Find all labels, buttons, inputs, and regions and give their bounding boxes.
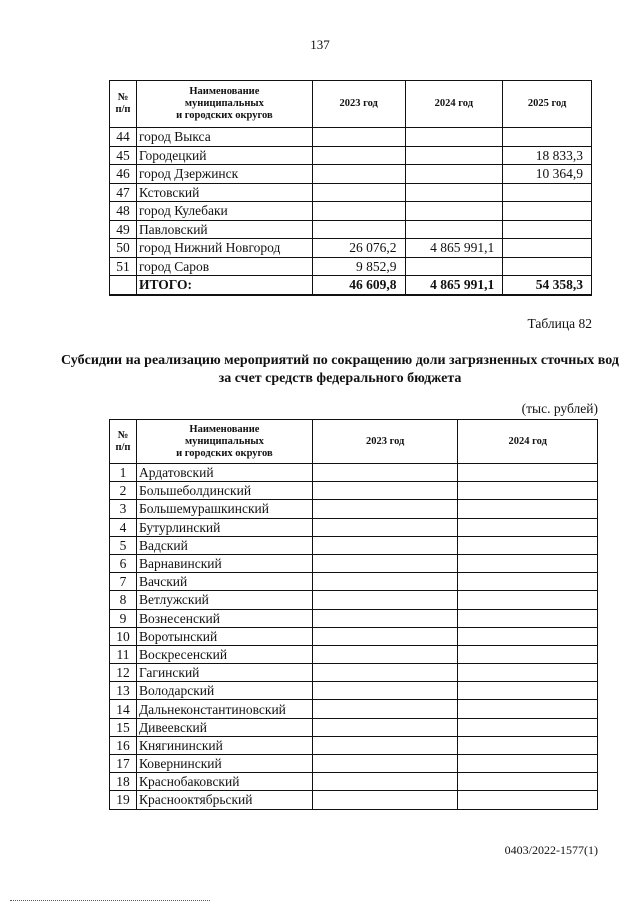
value-2023: 9 852,9 — [312, 257, 405, 276]
total-num-cell — [110, 276, 137, 295]
row-number: 9 — [110, 609, 137, 627]
table-row — [110, 464, 598, 482]
value-2023 — [312, 183, 405, 202]
value-2024 — [458, 718, 598, 736]
value-2024 — [405, 183, 503, 202]
district-name: Ветлужский — [136, 591, 312, 609]
table-row — [110, 791, 598, 809]
row-number: 46 — [110, 165, 137, 184]
value-2023 — [312, 682, 458, 700]
row-number: 15 — [110, 718, 137, 736]
header-2024: 2024 год — [458, 420, 598, 464]
district-name: город Саров — [136, 257, 312, 276]
table-row — [110, 645, 598, 663]
table-row — [110, 500, 598, 518]
district-name: Дальнеконстантиновский — [136, 700, 312, 718]
header-2023: 2023 год — [312, 420, 458, 464]
header-name: Наименование муниципальных и городских округов — [136, 420, 312, 464]
table-row — [110, 202, 592, 221]
table-row — [110, 165, 592, 184]
value-2024 — [458, 664, 598, 682]
value-2024: 4 865 991,1 — [405, 239, 503, 258]
value-2024 — [405, 146, 503, 165]
table-row — [110, 591, 598, 609]
table-row — [110, 220, 592, 239]
district-name: Ковернинский — [136, 755, 312, 773]
value-2023 — [312, 573, 458, 591]
value-2024 — [458, 591, 598, 609]
table-row — [110, 755, 598, 773]
district-name: Воротынский — [136, 627, 312, 645]
header-num: № п/п — [110, 81, 137, 128]
district-name: Володарский — [136, 682, 312, 700]
table-wastewater-subsidies — [109, 419, 598, 810]
row-number: 1 — [110, 464, 137, 482]
table-row — [110, 482, 598, 500]
value-2024 — [405, 165, 503, 184]
value-2024 — [405, 202, 503, 221]
table-subsidies-continued — [109, 80, 592, 296]
value-2023 — [312, 664, 458, 682]
row-number: 14 — [110, 700, 137, 718]
row-number: 16 — [110, 736, 137, 754]
value-2024 — [458, 645, 598, 663]
value-2025 — [503, 202, 592, 221]
value-2023 — [312, 500, 458, 518]
table-row — [110, 736, 598, 754]
table-row — [110, 257, 592, 276]
district-name: Вачский — [136, 573, 312, 591]
value-2024 — [405, 257, 503, 276]
value-2023 — [312, 202, 405, 221]
total-2023: 46 609,8 — [312, 276, 405, 295]
header-2023: 2023 год — [312, 81, 405, 128]
table-title: Субсидии на реализацию мероприятий по сокращению доли загрязненных сточных вод за счет средств федерального бюджета — [61, 353, 619, 386]
value-2023 — [312, 482, 458, 500]
row-number: 2 — [110, 482, 137, 500]
units-label: (тыс. рублей) — [521, 401, 598, 416]
value-2024 — [458, 700, 598, 718]
row-number: 5 — [110, 536, 137, 554]
table-caption: Таблица 82 — [527, 316, 592, 331]
table-row — [110, 609, 598, 627]
row-number: 4 — [110, 518, 137, 536]
district-name: Воскресенский — [136, 645, 312, 663]
district-name: Кстовский — [136, 183, 312, 202]
district-name: Павловский — [136, 220, 312, 239]
value-2024 — [458, 518, 598, 536]
row-number: 8 — [110, 591, 137, 609]
header-2024: 2024 год — [405, 81, 503, 128]
value-2024 — [458, 773, 598, 791]
district-name: Гагинский — [136, 664, 312, 682]
district-name: Княгининский — [136, 736, 312, 754]
value-2023: 26 076,2 — [312, 239, 405, 258]
table-row — [110, 536, 598, 554]
district-name: Дивеевский — [136, 718, 312, 736]
row-number: 49 — [110, 220, 137, 239]
district-name: Варнавинский — [136, 554, 312, 572]
table-row — [110, 627, 598, 645]
total-2025: 54 358,3 — [503, 276, 592, 295]
value-2024 — [458, 627, 598, 645]
value-2024 — [458, 755, 598, 773]
header-num: № п/п — [110, 420, 137, 464]
row-number: 50 — [110, 239, 137, 258]
value-2023 — [312, 536, 458, 554]
row-number: 45 — [110, 146, 137, 165]
district-name: Большемурашкинский — [136, 500, 312, 518]
row-number: 3 — [110, 500, 137, 518]
value-2024 — [458, 682, 598, 700]
district-name: Ардатовский — [136, 464, 312, 482]
value-2024 — [458, 482, 598, 500]
row-number: 12 — [110, 664, 137, 682]
value-2025 — [503, 257, 592, 276]
row-number: 13 — [110, 682, 137, 700]
value-2023 — [312, 773, 458, 791]
district-name: Вознесенский — [136, 609, 312, 627]
row-number: 51 — [110, 257, 137, 276]
district-name: Краснооктябрьский — [136, 791, 312, 809]
total-row — [110, 276, 592, 295]
value-2023 — [312, 220, 405, 239]
value-2023 — [312, 736, 458, 754]
value-2023 — [312, 645, 458, 663]
value-2025: 10 364,9 — [503, 165, 592, 184]
document-code: 0403/2022-1577(1) — [504, 843, 598, 857]
header-name: Наименование муниципальных и городских округов — [136, 81, 312, 128]
table-row — [110, 682, 598, 700]
value-2023 — [312, 755, 458, 773]
district-name: Краснобаковский — [136, 773, 312, 791]
value-2023 — [312, 718, 458, 736]
row-number: 7 — [110, 573, 137, 591]
row-number: 47 — [110, 183, 137, 202]
page-number: 137 — [310, 37, 330, 52]
district-name: город Кулебаки — [136, 202, 312, 221]
district-name: Вадский — [136, 536, 312, 554]
total-label: ИТОГО: — [136, 276, 312, 295]
value-2024 — [458, 573, 598, 591]
district-name: город Выкса — [136, 128, 312, 147]
value-2023 — [312, 791, 458, 809]
value-2023 — [312, 591, 458, 609]
value-2023 — [312, 700, 458, 718]
row-number: 19 — [110, 791, 137, 809]
row-number: 48 — [110, 202, 137, 221]
value-2023 — [312, 464, 458, 482]
table-row — [110, 146, 592, 165]
value-2024 — [458, 500, 598, 518]
value-2025: 18 833,3 — [503, 146, 592, 165]
row-number: 44 — [110, 128, 137, 147]
district-name: город Дзержинск — [136, 165, 312, 184]
district-name: Большеболдинский — [136, 482, 312, 500]
value-2025 — [503, 220, 592, 239]
table-row — [110, 573, 598, 591]
scan-artifact — [10, 900, 210, 903]
value-2024 — [458, 464, 598, 482]
value-2023 — [312, 146, 405, 165]
value-2024 — [458, 554, 598, 572]
district-name: город Нижний Новгород — [136, 239, 312, 258]
header-2025: 2025 год — [503, 81, 592, 128]
district-name: Городецкий — [136, 146, 312, 165]
value-2024 — [458, 791, 598, 809]
row-number: 18 — [110, 773, 137, 791]
value-2024 — [405, 128, 503, 147]
value-2023 — [312, 165, 405, 184]
table-row — [110, 718, 598, 736]
value-2023 — [312, 554, 458, 572]
table-row — [110, 664, 598, 682]
value-2025 — [503, 128, 592, 147]
table-row — [110, 239, 592, 258]
district-name: Бутурлинский — [136, 518, 312, 536]
value-2024 — [458, 609, 598, 627]
value-2023 — [312, 609, 458, 627]
row-number: 6 — [110, 554, 137, 572]
value-2025 — [503, 239, 592, 258]
value-2023 — [312, 128, 405, 147]
total-2024: 4 865 991,1 — [405, 276, 503, 295]
value-2024 — [405, 220, 503, 239]
table-row — [110, 773, 598, 791]
value-2024 — [458, 736, 598, 754]
table-row — [110, 700, 598, 718]
row-number: 17 — [110, 755, 137, 773]
table-row — [110, 183, 592, 202]
value-2023 — [312, 627, 458, 645]
table-row — [110, 554, 598, 572]
value-2023 — [312, 518, 458, 536]
value-2024 — [458, 536, 598, 554]
row-number: 10 — [110, 627, 137, 645]
table-row — [110, 128, 592, 147]
row-number: 11 — [110, 645, 137, 663]
value-2025 — [503, 183, 592, 202]
table-row — [110, 518, 598, 536]
